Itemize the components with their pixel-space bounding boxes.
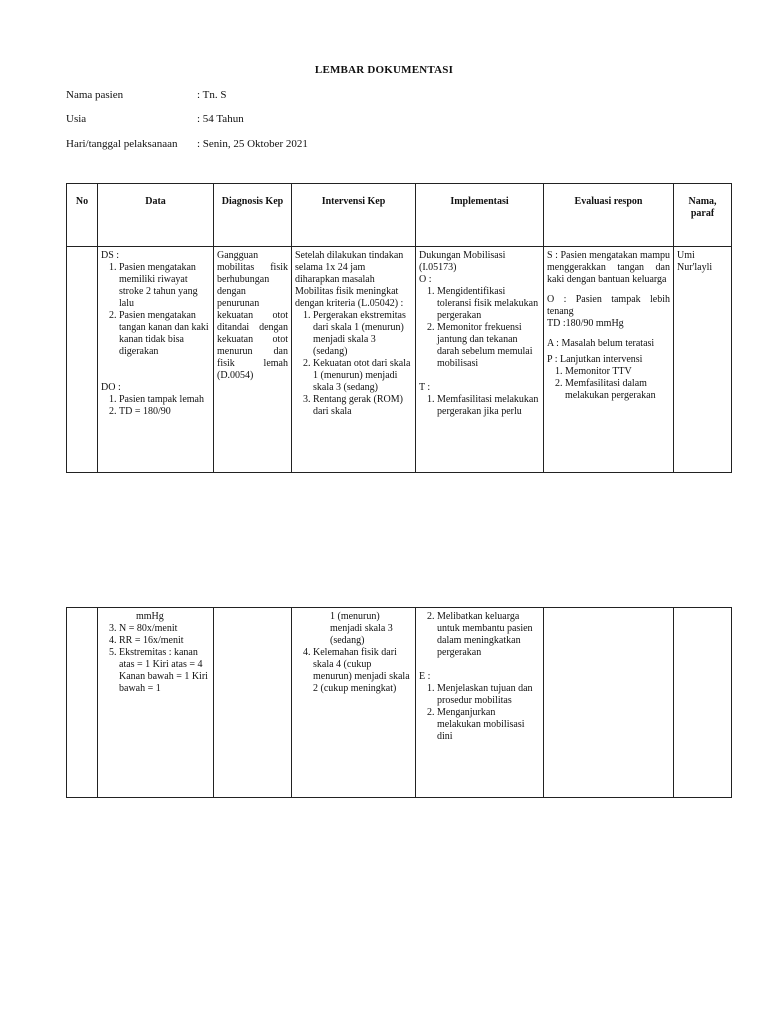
header-row: [67, 184, 732, 247]
list-item: 1. Memonitor TTV: [565, 366, 670, 378]
evaluasi-s: S : Pasien mengatakan mampu menggerakkan tangan dan kaki dengan bantuan keluarga: [547, 250, 670, 285]
cell-intervensi-cont: [292, 608, 416, 798]
ds-list: [101, 262, 210, 358]
ds-label: DS :: [101, 250, 120, 261]
cell-no: [67, 247, 98, 473]
o-list: [419, 286, 540, 370]
evaluasi-td: TD :180/90 mmHg: [547, 318, 624, 329]
implementasi-intro: Dukungan Mobilisasi (I.05173): [419, 250, 506, 273]
list-item: 2. Memfasilitasi dalam melakukan pergerakan: [565, 378, 670, 402]
table-row: [67, 608, 732, 798]
evaluasi-p-list: [547, 366, 670, 402]
cell-implementasi-cont: [416, 608, 544, 798]
meta-label: Nama pasien: [66, 89, 124, 101]
intervensi-list: [295, 310, 412, 418]
cell-evaluasi-cont: [544, 608, 674, 798]
list-item: 2. Memonitor frekuensi jantung dan tekanan darah sebelum memulai mobilisasi: [437, 322, 540, 370]
list-item: 2. Pasien mengatakan tangan kanan dan kaki kanan tidak bisa digerakan: [119, 310, 210, 358]
cell-diagnosis-cont: [214, 608, 292, 798]
table-row: [67, 247, 732, 473]
meta-label: Hari/tanggal pelaksanaan: [66, 138, 178, 150]
list-item: 1. Memfasilitasi melakukan pergerakan jika perlu: [437, 394, 540, 418]
list-item: 1. Pasien mengatakan memiliki riwayat stroke 2 tahun yang lalu: [119, 262, 210, 310]
do-label: DO :: [101, 382, 121, 393]
do-list: [101, 394, 210, 418]
cell-diagnosis: Gangguan mobilitas fisik berhubungan dengan penurunan kekuatan otot ditandai dengan kekuatan otot menurun dan fisik lemah (D.0054): [214, 247, 292, 473]
list-item: 2. Melibatkan keluarga untuk membantu pasien dalam meningkatkan pergerakan: [437, 611, 540, 659]
t-label: T :: [419, 382, 431, 393]
list-item: 3. Rentang gerak (ROM) dari skala: [313, 394, 412, 418]
t-list: [419, 394, 540, 418]
list-item: 4. RR = 16x/menit: [119, 635, 210, 647]
list-item: 1. Pergerakan ekstremitas dari skala 1 (menurun) menjadi skala 3 (sedang): [313, 310, 412, 358]
meta-value: : 54 Tahun: [197, 113, 244, 125]
header-nama-paraf: Nama, paraf: [674, 184, 732, 247]
cell-nama-paraf-cont: [674, 608, 732, 798]
meta-value: : Senin, 25 Oktober 2021: [197, 138, 308, 150]
documentation-table-part2: [66, 607, 732, 798]
intervensi-intro: Setelah dilakukan tindakan selama 1x 24 jam diharapkan masalah Mobilitas fisik meningkat dengan kriteria (L.05042) :: [295, 250, 404, 309]
cell-data: [98, 247, 214, 473]
list-item: 2. Menganjurkan melakukan mobilisasi dini: [437, 707, 540, 743]
cell-implementasi: [416, 247, 544, 473]
e-list: [419, 683, 540, 743]
evaluasi-p: P : Lanjutkan intervensi: [547, 354, 643, 365]
header-implementasi: Implementasi: [416, 184, 544, 247]
cell-intervensi: [292, 247, 416, 473]
cell-nama-paraf: Umi Nur'layli: [674, 247, 732, 473]
list-item: 3. N = 80x/menit: [119, 623, 210, 635]
list-item: 5. Ekstremitas : kanan atas = 1 Kiri atas = 4 Kanan bawah = 1 Kiri bawah = 1: [119, 647, 210, 695]
cell-no: [67, 608, 98, 798]
cell-data-cont: [98, 608, 214, 798]
cell-evaluasi: [544, 247, 674, 473]
list-item: 1. Pasien tampak lemah: [119, 394, 210, 406]
documentation-table-part1: [66, 183, 732, 473]
list-item: 2. TD = 180/90: [119, 406, 210, 418]
list-item: 1. Menjelaskan tujuan dan prosedur mobilitas: [437, 683, 540, 707]
intervensi-cont-list: [295, 647, 412, 695]
list-item: 1. Mengidentifikasi toleransi fisik melakukan pergerakan: [437, 286, 540, 322]
o-label: O :: [419, 274, 432, 285]
impl-cont-list: [419, 611, 540, 659]
meta-label: Usia: [66, 113, 87, 125]
evaluasi-o: O : Pasien tampak lebih tenang: [547, 294, 670, 317]
data-continuation: mmHg: [136, 611, 164, 622]
header-diagnosis: Diagnosis Kep: [214, 184, 292, 247]
header-data: Data: [98, 184, 214, 247]
evaluasi-a: A : Masalah belum teratasi: [547, 338, 655, 349]
intervensi-continuation: 1 (menurun) menjadi skala 3 (sedang): [330, 611, 393, 646]
document-title: LEMBAR DOKUMENTASI: [314, 64, 454, 76]
header-evaluasi: Evaluasi respon: [544, 184, 674, 247]
list-item: 4. Kelemahan fisik dari skala 4 (cukup menurun) menjadi skala 2 (cukup meningkat): [313, 647, 412, 695]
header-no: No: [67, 184, 98, 247]
header-intervensi: Intervensi Kep: [292, 184, 416, 247]
data-cont-list: [101, 623, 210, 695]
list-item: 2. Kekuatan otot dari skala 1 (menurun) menjadi skala 3 (sedang): [313, 358, 412, 394]
meta-value: : Tn. S: [197, 89, 227, 101]
e-label: E :: [419, 671, 431, 682]
